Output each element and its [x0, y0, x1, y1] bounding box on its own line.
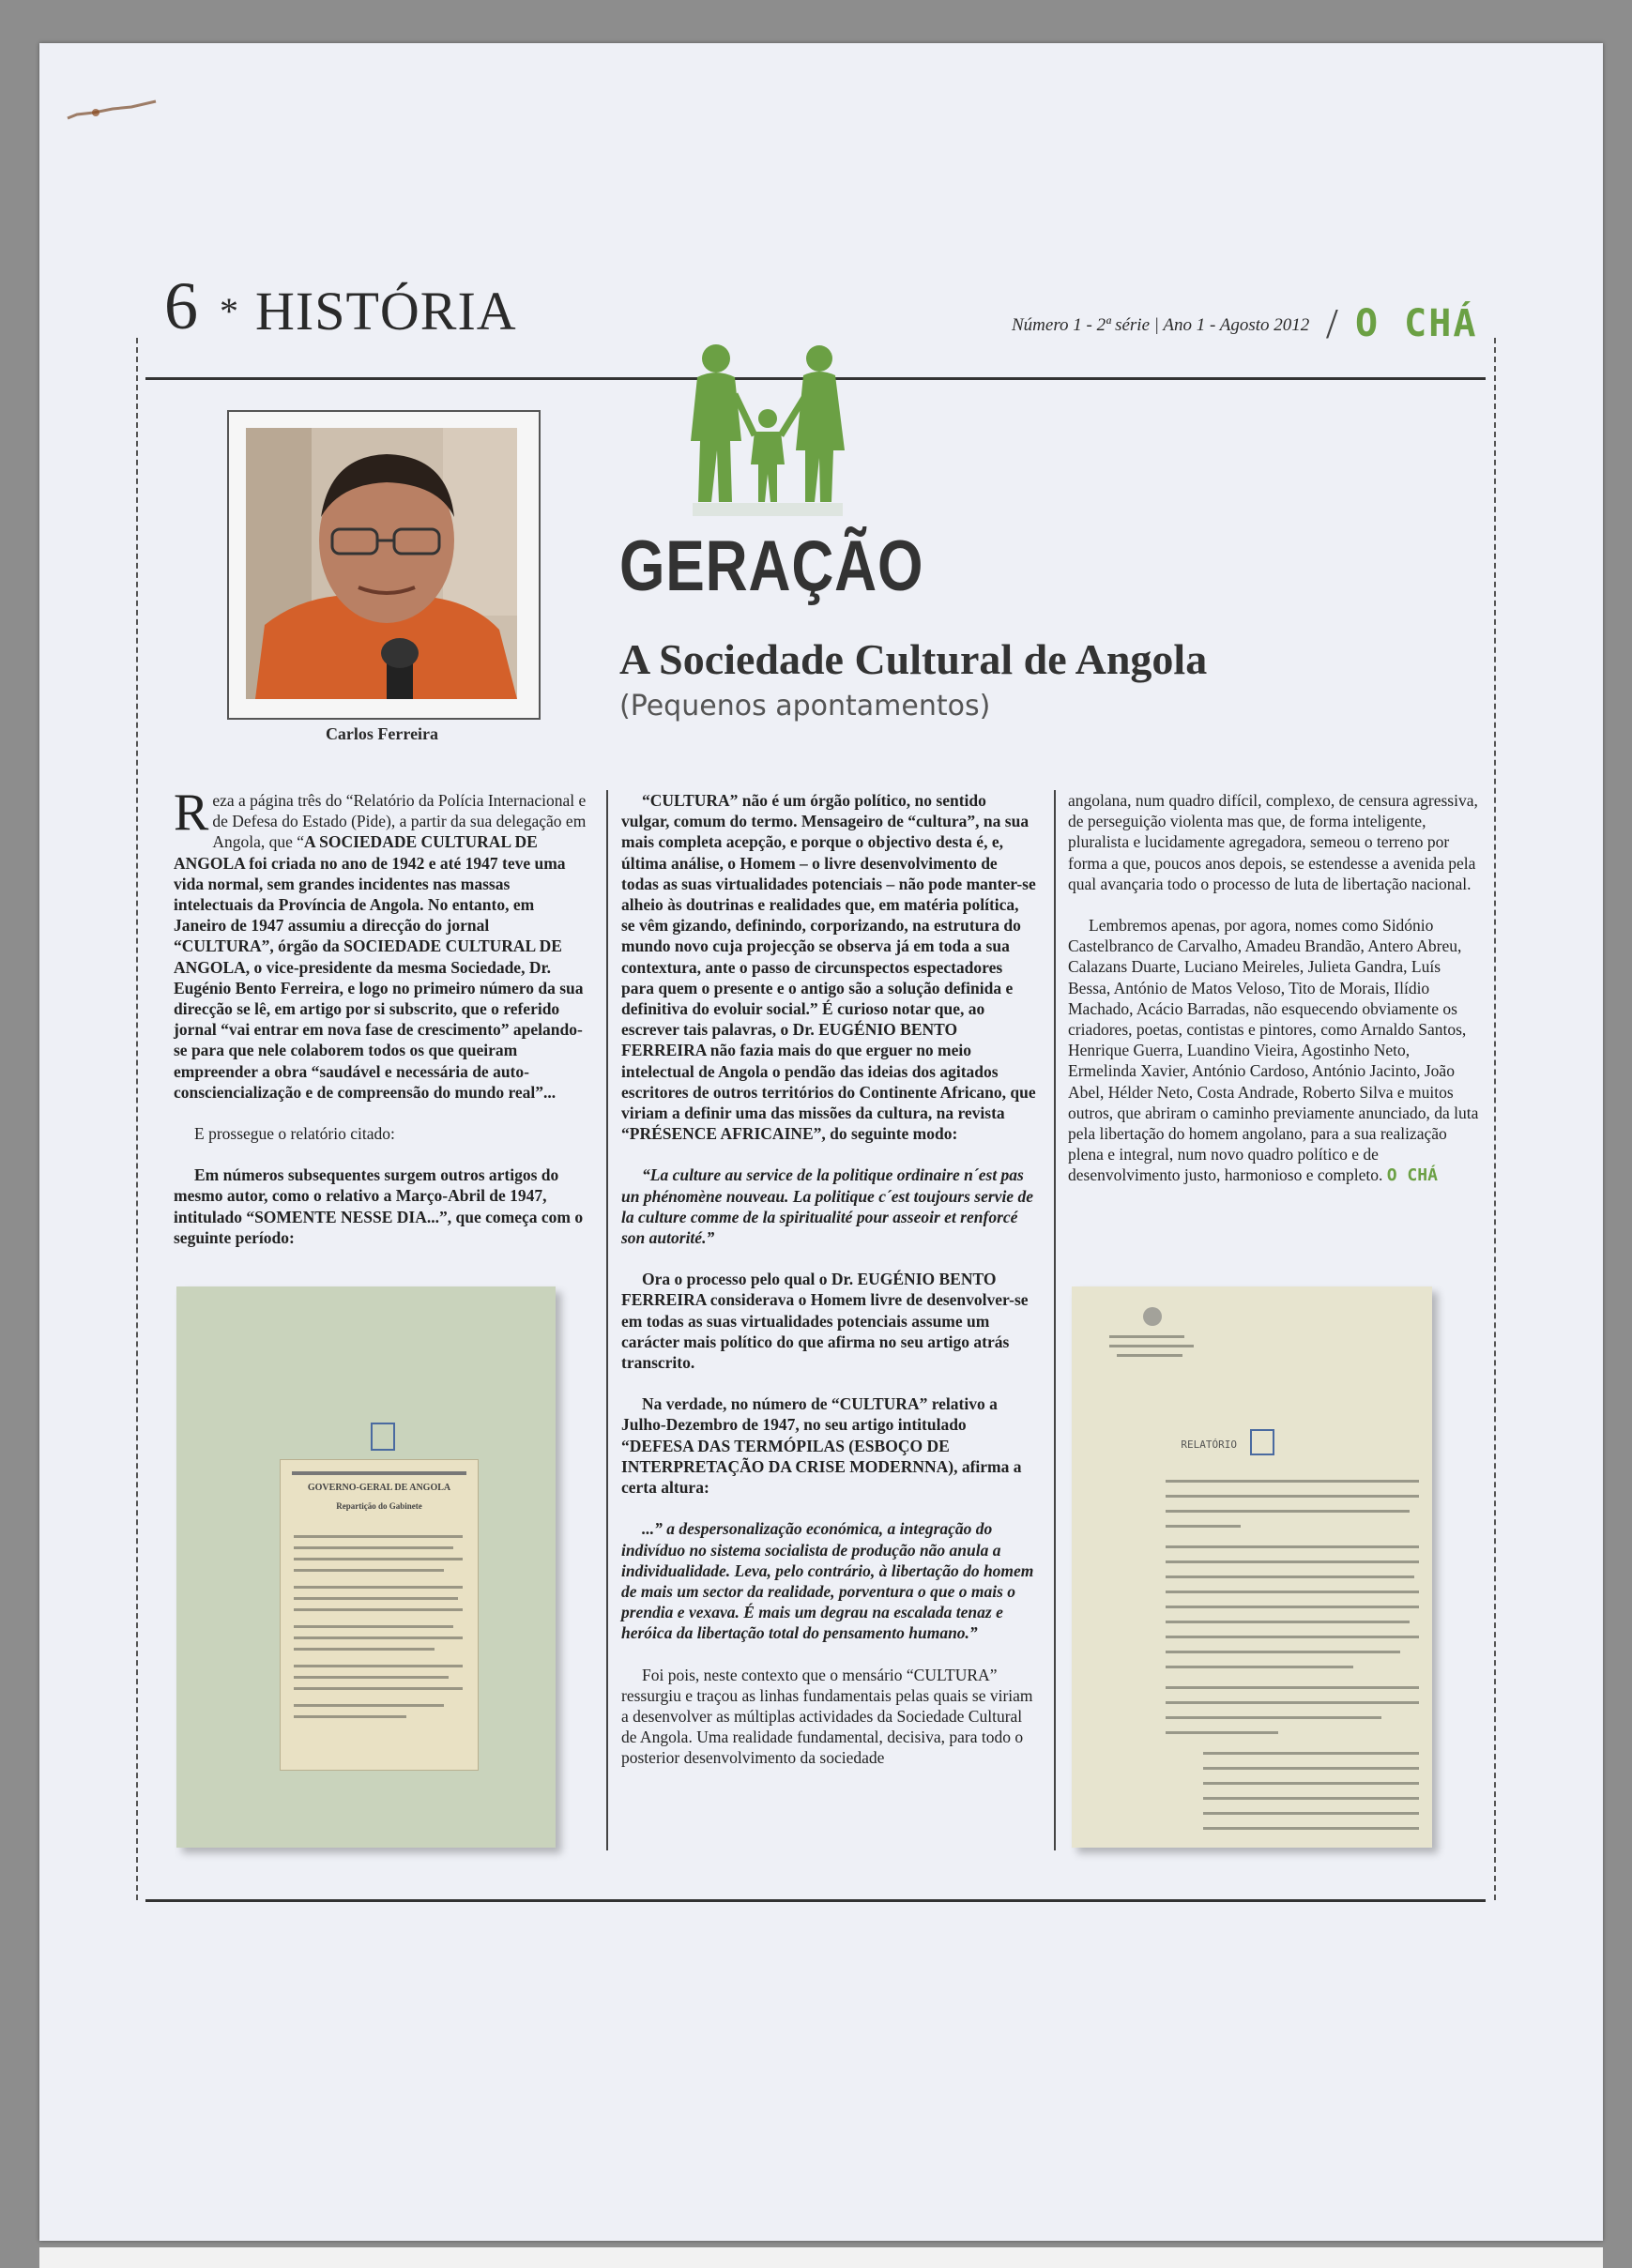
- quote-french: “La culture au service de la politique ordinaire n´est pas un phénomène nouveau. La politique c´est toujours servie de la culture comme de la spiritualité pour asseoir et renforcé son autorité.”: [621, 1165, 1033, 1248]
- article-title: A Sociedade Cultural de Angola: [619, 635, 1208, 683]
- article-kicker: GERAÇÃO: [619, 526, 924, 606]
- section-title: HISTÓRIA: [255, 281, 517, 342]
- quote-portuguese: ...” a despersonalização económica, a integração do indivíduo no sistema socialista de produção não anula a individualidade. Leva, pelo contrário, à libertação do homem de mais um sector da realidade, porventura o que o mais o prendia e vexava. É mais um degrau na escalada tenaz e heróica da libertação total do pensamento humano.”: [621, 1519, 1034, 1643]
- article-column-2: [621, 790, 1036, 1789]
- article-subtitle: (Pequenos apontamentos): [619, 690, 991, 723]
- paragraph: “CULTURA” não é um órgão político, no sentido vulgar, comum do termo. Mensageiro de “cultura”, na sua mais completa acepção, e porque o objectivo desta é, e, última análise, o Homem – o livre desenvolvimento de todas as suas virtualidades potenciais – não pode manter-se alheio às doutrinas e realidades que, em matéria política, se vêm gizando, definindo, corporizando, na estrutura do mundo novo cuja projecção se observa já em toda a sua contextura, ante o passo de circunspectos espectadores para quem o presente e o antigo são a solução definida e definitiva do evoluir social.” É curioso notar que, ao escrever tais palavras, o Dr. EUGÉNIO BENTO FERREIRA não fazia mais do que erguer no meio intelectual de Angola o pendão das ideias dos agitados escritores de outros territórios do Continente Africano, que viriam a definir uma das missões da cultura, na revista “PRÉSENCE AFRICAINE”, do seguinte modo:: [621, 791, 1036, 1144]
- frame-border-left: [136, 338, 138, 1900]
- scan-bottom-strip: [39, 2247, 1603, 2268]
- article-column-1: [174, 784, 587, 1269]
- seal-icon: [1143, 1307, 1162, 1326]
- paragraph: Ora o processo pelo qual o Dr. EUGÉNIO BENTO FERREIRA considerava o Homem livre de desenvolver-se em todas as suas virtualidades potenciais assume um carácter mais político do que afirma no seu artigo atrás transcrito.: [621, 1270, 1029, 1373]
- paragraph: Na verdade, no número de “CULTURA” relativo a Julho-Dezembro de 1947, no seu artigo intitulado “DEFESA DAS TERMÓPILAS (ESBOÇO DE INTERPRETAÇÃO DA CRISE MODERNNA), afirma a certa altura:: [621, 1394, 1022, 1498]
- publication-logo: O CHÁ: [1355, 302, 1478, 345]
- column-divider: [1054, 790, 1056, 1850]
- document-page: [280, 1459, 479, 1771]
- stamp-icon: [371, 1423, 395, 1451]
- document-heading: RELATÓRIO: [1181, 1438, 1237, 1451]
- paragraph: angolana, num quadro difícil, complexo, de censura agressiva, de perseguição violenta mas que, de forma inteligente, pluralista e lucidamente agregadora, semeou o terreno por forma a que, poucos anos depois, se estendesse a avenida pela qual avançaria todo o processo de luta de libertação nacional.: [1068, 791, 1478, 893]
- drop-cap: R: [174, 784, 209, 842]
- end-logo: O CHÁ: [1386, 1165, 1438, 1186]
- ink-stain: [66, 98, 160, 124]
- stamp-icon: [1250, 1429, 1274, 1455]
- paragraph: [174, 784, 587, 1103]
- section-separator: *: [220, 290, 238, 332]
- article-column-3: [1068, 790, 1481, 1208]
- paragraph: Em números subsequentes surgem outros artigos do mesmo autor, como o relativo a Março-Abril de 1947, intitulado “SOMENTE NESSE DIA...”, que começa com o seguinte período:: [174, 1165, 584, 1247]
- frame-border-right: [1494, 338, 1496, 1900]
- bottom-rule: [145, 1899, 1486, 1902]
- paragraph: [1068, 915, 1481, 1187]
- paragraph-quote: A SOCIEDADE CULTURAL DE ANGOLA foi criada no ano de 1942 e até 1947 teve uma vida normal, sem grandes incidentes nas massas intelectuais da Província de Angola. No entanto, em Janeiro de 1947 assumiu a direcção do jornal “CULTURA”, órgão da SOCIEDADE CULTURAL DE ANGOLA, o vice-presidente da mesma Sociedade, Dr. Eugénio Bento Ferreira, e logo no primeiro número da sua direcção se lê, em artigo por si subscrito, que o referido jornal “vai entrar em nova fase de crescimento” apelando-se para que nele colaborem todos os que queiram empreender a obra “saudável e necessária de auto-consciencialização e de compreensão do mundo real”...: [174, 832, 584, 1102]
- photo-caption: Carlos Ferreira: [325, 724, 439, 743]
- issue-info: Número 1 - 2ª série | Ano 1 - Agosto 2012: [1012, 315, 1310, 335]
- paragraph: Foi pois, neste contexto que o mensário “CULTURA” ressurgiu e traçou as linhas fundamentais pelas quais se viriam a desenvolver as múltiplas actividades da Sociedade Cultural de Angola. Uma realidade fundamental, decisiva, para todo o posterior desenvolvimento da sociedade: [621, 1665, 1033, 1768]
- author-photo: [246, 428, 517, 699]
- family-icon: [674, 338, 862, 516]
- paragraph-intro: eza a página três do “Relatório da Polícia Internacional e de Defesa do Estado (Pide), a partir da sua delegação em Angola, que “: [212, 791, 587, 852]
- column-divider: [606, 790, 608, 1850]
- paragraph: E prossegue o relatório citado:: [194, 1124, 395, 1144]
- document-subheading: Repartição do Gabinete: [336, 1501, 422, 1511]
- paragraph-text: Lembremos apenas, por agora, nomes como Sidónio Castelbranco de Carvalho, Amadeu Brandão, Antero Abreu, Calazans Duarte, Luciano Meireles, Julieta Gandra, Luís Bessa, António de Matos Veloso, Tito de Morais, Ilídio Machado, Acácio Barradas, não esquecendo obviamente os criadores, poetas, contistas e pintores, como Arnaldo Santos, Henrique Guerra, Luandino Vieira, Agostinho Neto, Ermelinda Xavier, António Cardoso, António Jacinto, João Abel, Hélder Neto, Costa Andrade, Roberto Silva e muitos outros, que abriram o caminho previamente anunciado, da luta pela libertação do homem angolano, para a sua realização plena e integral, num novo quadro político e de desenvolvimento justo, harmonioso e completo.: [1068, 916, 1479, 1185]
- page-number: 6: [164, 268, 198, 343]
- document-photo-right: [1072, 1286, 1432, 1848]
- document-heading: GOVERNO-GERAL DE ANGOLA: [307, 1483, 451, 1493]
- document-photo-left: [176, 1286, 556, 1848]
- document-rule: [292, 1471, 466, 1475]
- header-slash: /: [1326, 299, 1338, 347]
